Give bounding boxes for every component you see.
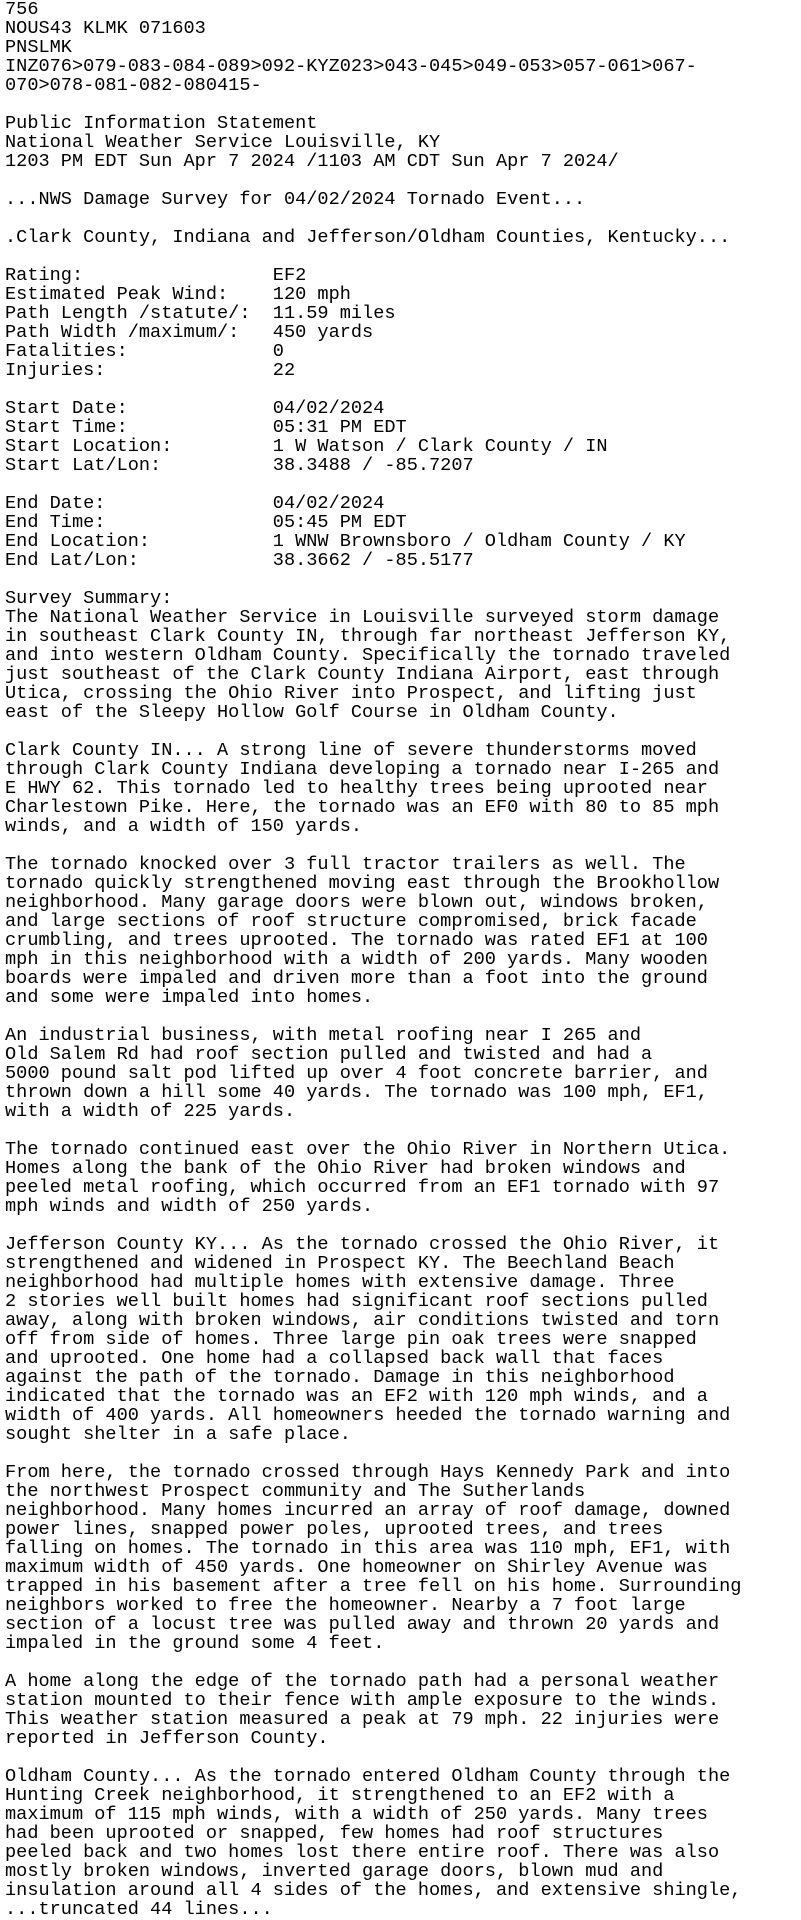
text-line: strengthened and widened in Prospect KY. The Beechland Beach xyxy=(5,1253,675,1274)
text-line: Fatalities: 0 xyxy=(5,341,284,362)
text-line: Injuries: 22 xyxy=(5,360,296,381)
text-line: power lines, snapped power poles, uprooted trees, and trees xyxy=(5,1519,664,1540)
text-line: The National Weather Service in Louisville surveyed storm damage xyxy=(5,607,720,628)
text-line: in southeast Clark County IN, through far northeast Jefferson KY, xyxy=(5,626,731,647)
text-line: neighborhood had multiple homes with extensive damage. Three xyxy=(5,1272,675,1293)
text-line: End Location: 1 WNW Brownsboro / Oldham County / KY xyxy=(5,531,686,552)
text-line: Jefferson County KY... As the tornado crossed the Ohio River, it xyxy=(5,1234,720,1255)
text-line: reported in Jefferson County. xyxy=(5,1728,329,1749)
text-line: Start Lat/Lon: 38.3488 / -85.7207 xyxy=(5,455,474,476)
text-line xyxy=(5,722,801,741)
text-line: Estimated Peak Wind: 120 mph xyxy=(5,284,351,305)
text-line xyxy=(5,380,801,399)
text-line: peeled metal roofing, which occurred from an EF1 tornado with 97 xyxy=(5,1177,720,1198)
text-line: neighbors worked to free the homeowner. Nearby a 7 foot large xyxy=(5,1595,686,1616)
text-line: through Clark County Indiana developing a tornado near I-265 and xyxy=(5,759,720,780)
text-line: The tornado knocked over 3 full tractor trailers as well. The xyxy=(5,854,686,875)
text-line: 756 xyxy=(5,0,39,20)
text-line xyxy=(5,1216,801,1235)
text-line: falling on homes. The tornado in this area was 110 mph, EF1, with xyxy=(5,1538,731,1559)
text-line: Path Width /maximum/: 450 yards xyxy=(5,322,374,343)
text-line: ...truncated 44 lines... xyxy=(5,1899,273,1920)
text-line: neighborhood. Many garage doors were blown out, windows broken, xyxy=(5,892,708,913)
text-line: End Time: 05:45 PM EDT xyxy=(5,512,407,533)
text-line: 070>078-081-082-080415- xyxy=(5,75,262,96)
text-line: winds, and a width of 150 yards. xyxy=(5,816,363,837)
text-line: Public Information Statement xyxy=(5,113,318,134)
text-line: Utica, crossing the Ohio River into Prospect, and lifting just xyxy=(5,683,697,704)
text-line: off from side of homes. Three large pin oak trees were snapped xyxy=(5,1329,697,1350)
text-line xyxy=(5,1121,801,1140)
text-line: peeled back and two homes lost there entire roof. There was also xyxy=(5,1842,720,1863)
text-line: the northwest Prospect community and The Sutherlands xyxy=(5,1481,586,1502)
text-line xyxy=(5,1007,801,1026)
text-line: neighborhood. Many homes incurred an array of roof damage, downed xyxy=(5,1500,731,1521)
text-line: indicated that the tornado was an EF2 with 120 mph winds, and a xyxy=(5,1386,708,1407)
text-line: crumbling, and trees uprooted. The tornado was rated EF1 at 100 xyxy=(5,930,708,951)
text-line: E HWY 62. This tornado led to healthy trees being uprooted near xyxy=(5,778,708,799)
text-line: This weather station measured a peak at 79 mph. 22 injuries were xyxy=(5,1709,720,1730)
text-line xyxy=(5,570,801,589)
text-line: and uprooted. One home had a collapsed back wall that faces xyxy=(5,1348,664,1369)
text-line: Charlestown Pike. Here, the tornado was an EF0 with 80 to 85 mph xyxy=(5,797,720,818)
text-line: PNSLMK xyxy=(5,37,72,58)
text-line: sought shelter in a safe place. xyxy=(5,1424,351,1445)
text-line: Rating: EF2 xyxy=(5,265,307,286)
text-line xyxy=(5,1653,801,1672)
text-line: End Lat/Lon: 38.3662 / -85.5177 xyxy=(5,550,474,571)
text-line: with a width of 225 yards. xyxy=(5,1101,296,1122)
text-line: .Clark County, Indiana and Jefferson/Oldham Counties, Kentucky... xyxy=(5,227,731,248)
text-line xyxy=(5,1748,801,1767)
text-line: maximum width of 450 yards. One homeowner on Shirley Avenue was xyxy=(5,1557,708,1578)
text-line: and into western Oldham County. Specifically the tornado traveled xyxy=(5,645,731,666)
text-line: maximum of 115 mph winds, with a width of 250 yards. Many trees xyxy=(5,1804,708,1825)
text-line: mph in this neighborhood with a width of 200 yards. Many wooden xyxy=(5,949,708,970)
text-line: section of a locust tree was pulled away and thrown 20 yards and xyxy=(5,1614,720,1635)
text-line: National Weather Service Louisville, KY xyxy=(5,132,441,153)
text-line: 2 stories well built homes had significant roof sections pulled xyxy=(5,1291,708,1312)
text-line: 1203 PM EDT Sun Apr 7 2024 /1103 AM CDT Sun Apr 7 2024/ xyxy=(5,151,619,172)
text-line: Old Salem Rd had roof section pulled and twisted and had a xyxy=(5,1044,653,1065)
text-line: trapped in his basement after a tree fell on his home. Surrounding xyxy=(5,1576,742,1597)
text-line xyxy=(5,95,801,114)
text-line: width of 400 yards. All homeowners heeded the tornado warning and xyxy=(5,1405,731,1426)
text-line: station mounted to their fence with ample exposure to the winds. xyxy=(5,1690,720,1711)
text-line: Oldham County... As the tornado entered Oldham County through the xyxy=(5,1766,731,1787)
text-line: thrown down a hill some 40 yards. The tornado was 100 mph, EF1, xyxy=(5,1082,708,1103)
text-line: impaled in the ground some 4 feet. xyxy=(5,1633,385,1654)
text-line: Start Location: 1 W Watson / Clark County / IN xyxy=(5,436,608,457)
text-line: Clark County IN... A strong line of severe thunderstorms moved xyxy=(5,740,697,761)
text-line: From here, the tornado crossed through Hays Kennedy Park and into xyxy=(5,1462,731,1483)
text-line xyxy=(5,171,801,190)
text-line: Path Length /statute/: 11.59 miles xyxy=(5,303,396,324)
text-line: INZ076>079-083-084-089>092-KYZ023>043-045>049-053>057-061>067- xyxy=(5,56,697,77)
text-line: against the path of the tornado. Damage in this neighborhood xyxy=(5,1367,675,1388)
text-line xyxy=(5,475,801,494)
text-line: Homes along the bank of the Ohio River had broken windows and xyxy=(5,1158,686,1179)
text-line: 5000 pound salt pod lifted up over 4 foot concrete barrier, and xyxy=(5,1063,708,1084)
text-line: and large sections of roof structure compromised, brick facade xyxy=(5,911,697,932)
text-line xyxy=(5,836,801,855)
text-line: insulation around all 4 sides of the homes, and extensive shingle, xyxy=(5,1880,742,1901)
text-line: The tornado continued east over the Ohio River in Northern Utica. xyxy=(5,1139,731,1160)
text-line: A home along the edge of the tornado path had a personal weather xyxy=(5,1671,720,1692)
text-line: had been uprooted or snapped, few homes had roof structures xyxy=(5,1823,664,1844)
text-line xyxy=(5,247,801,266)
text-line: NOUS43 KLMK 071603 xyxy=(5,18,206,39)
text-line: tornado quickly strengthened moving east through the Brookhollow xyxy=(5,873,720,894)
text-line xyxy=(5,1444,801,1463)
text-line: boards were impaled and driven more than a foot into the ground xyxy=(5,968,708,989)
text-line: End Date: 04/02/2024 xyxy=(5,493,385,514)
text-line: Survey Summary: xyxy=(5,588,173,609)
text-line: mph winds and width of 250 yards. xyxy=(5,1196,374,1217)
text-line: ...NWS Damage Survey for 04/02/2024 Tornado Event... xyxy=(5,189,586,210)
text-line: Start Time: 05:31 PM EDT xyxy=(5,417,407,438)
text-line xyxy=(5,209,801,228)
text-line: away, along with broken windows, air conditions twisted and torn xyxy=(5,1310,720,1331)
text-line: and some were impaled into homes. xyxy=(5,987,374,1008)
text-line: mostly broken windows, inverted garage doors, blown mud and xyxy=(5,1861,664,1882)
text-line: Start Date: 04/02/2024 xyxy=(5,398,385,419)
text-line: just southeast of the Clark County Indiana Airport, east through xyxy=(5,664,720,685)
text-line: Hunting Creek neighborhood, it strengthened to an EF2 with a xyxy=(5,1785,675,1806)
text-line: east of the Sleepy Hollow Golf Course in Oldham County. xyxy=(5,702,619,723)
text-line: An industrial business, with metal roofing near I 265 and xyxy=(5,1025,642,1046)
